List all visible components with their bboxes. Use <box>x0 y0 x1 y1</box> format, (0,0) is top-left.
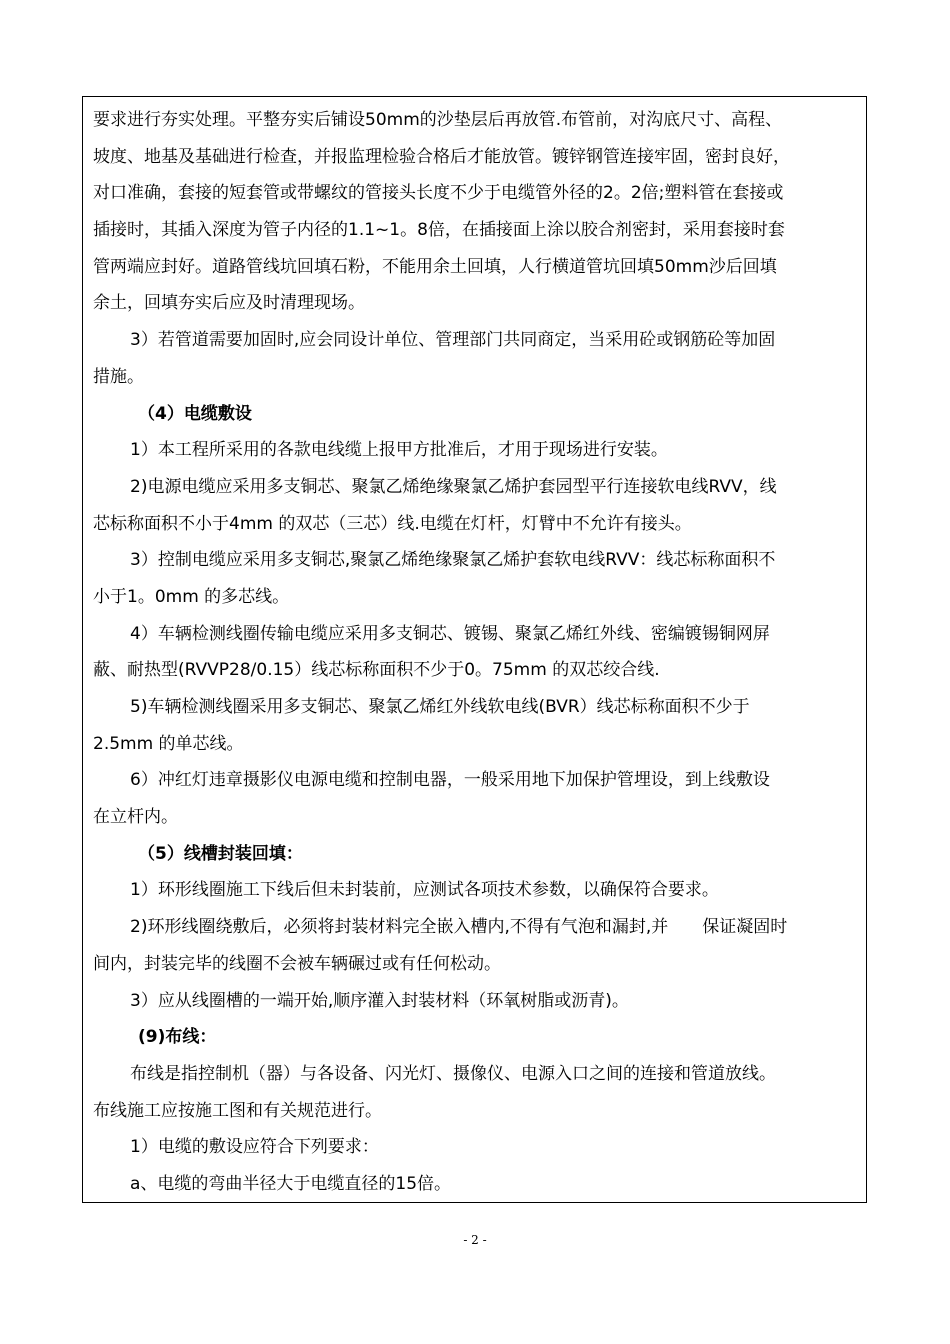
section-heading: （4）电缆敷设 <box>138 403 252 424</box>
section-heading: （5）线槽封装回填： <box>138 843 303 864</box>
text-line: 5)车辆检测线圈采用多支铜芯、聚氯乙烯红外线软电线(BVR）线芯标称面积不少于 <box>130 697 750 717</box>
text-line: 管两端应封好。道路管线坑回填石粉，不能用余土回填，人行横道管坑回填50mm沙后回填 <box>93 256 777 277</box>
text-line: 余土，回填夯实后应及时清理现场。 <box>93 293 365 314</box>
section-heading: (9)布线： <box>138 1027 217 1048</box>
text-line: 4）车辆检测线圈传输电缆应采用多支铜芯、镀锡、聚氯乙烯红外线、密编镀锡铜网屏 <box>130 623 770 644</box>
document-frame <box>82 96 867 1203</box>
text-line: 在立杆内。 <box>93 807 178 828</box>
text-line: 1）本工程所采用的各款电线缆上报甲方批准后，才用于现场进行安装。 <box>130 440 668 461</box>
text-line: 6）冲红灯违章摄影仪电源电缆和控制电器，一般采用地下加保护管埋设，到上线敷设 <box>130 770 770 791</box>
text-line: 1）电缆的敷设应符合下列要求： <box>130 1137 379 1158</box>
text-line: 2.5mm 的单芯线。 <box>93 733 244 754</box>
text-line: 3）应从线圈槽的一端开始,顺序灌入封装材料（环氧树脂或沥青)。 <box>130 990 629 1011</box>
text-line: 间内，封装完毕的线圈不会被车辆碾过或有任何松动。 <box>93 953 501 974</box>
text-line: 对口准确，套接的短套管或带螺纹的管接头长度不少于电缆管外径的2。2倍;塑料管在套接或 <box>93 183 784 204</box>
text-line: 插接时，其插入深度为管子内径的1.1~1。8倍，在插接面上涂以胶合剂密封，采用套接时套 <box>93 220 785 241</box>
text-segment: 保证凝固时 <box>702 917 788 938</box>
text-line: 布线是指控制机（器）与各设备、闪光灯、摄像仪、电源入口之间的连接和管道放线。 <box>130 1063 776 1084</box>
text-line: 小于1。0mm 的多芯线。 <box>93 586 290 607</box>
text-line: 蔽、耐热型(RVVP28/0.15）线芯标称面积不少于0。75mm 的双芯绞合线. <box>93 660 660 681</box>
text-line: 3）控制电缆应采用多支铜芯,聚氯乙烯绝缘聚氯乙烯护套软电线RVV：线芯标称面积不 <box>130 550 776 571</box>
document-body <box>93 102 861 1203</box>
text-line: 2)电源电缆应采用多支铜芯、聚氯乙烯绝缘聚氯乙烯护套园型平行连接软电线RVV，线 <box>130 476 777 497</box>
text-line: 芯标称面积不小于4mm 的双芯（三芯）线.电缆在灯杆，灯臂中不允许有接头。 <box>93 513 692 534</box>
text-line: 要求进行夯实处理。平整夯实后铺设50mm的沙垫层后再放管.布管前，对沟底尺寸、高程、 <box>93 110 783 130</box>
text-line: 布线施工应按施工图和有关规范进行。 <box>93 1100 382 1121</box>
text-line: 1）环形线圈施工下线后但未封装前，应测试各项技术参数，以确保符合要求。 <box>130 880 719 901</box>
page-number: - 2 - <box>463 1233 487 1247</box>
text-line: 措施。 <box>93 366 144 387</box>
text-segment: 2)环形线圈绕敷后，必须将封装材料完全嵌入槽内,不得有气泡和漏封,并 <box>130 917 669 938</box>
text-line: 3）若管道需要加固时,应会同设计单位、管理部门共同商定，当采用砼或钢筋砼等加固 <box>130 330 776 351</box>
text-line <box>93 909 861 946</box>
text-line: 坡度、地基及基础进行检查，并报监理检验合格后才能放管。镀锌钢管连接牢固，密封良好， <box>93 146 790 167</box>
text-line: a、电缆的弯曲半径大于电缆直径的15倍。 <box>130 1173 452 1194</box>
